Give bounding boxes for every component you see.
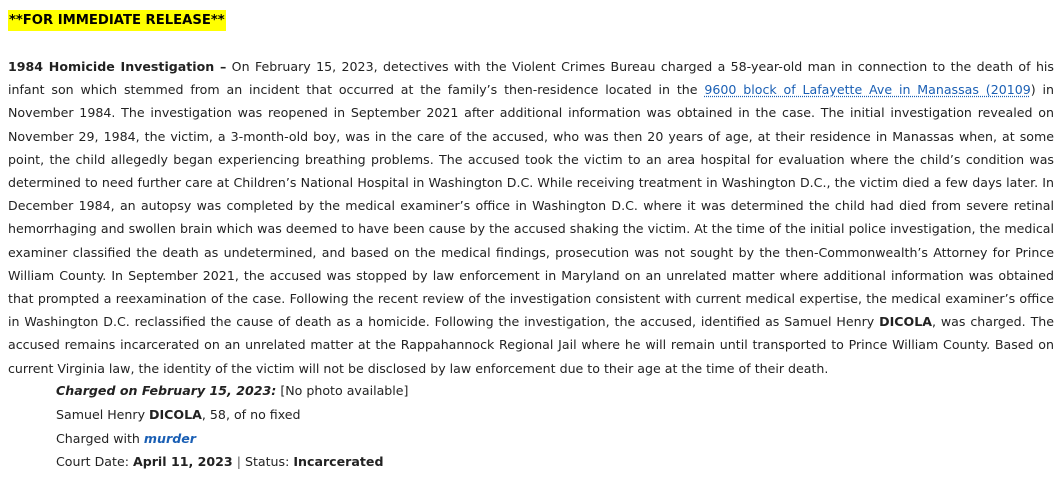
release-label: **FOR IMMEDIATE RELEASE** bbox=[8, 10, 226, 31]
charge-link[interactable]: murder bbox=[143, 430, 196, 446]
accused-name-line bbox=[56, 403, 408, 427]
separator: | bbox=[232, 454, 245, 470]
charge-prefix: Charged with bbox=[56, 430, 144, 446]
court-line bbox=[56, 450, 408, 474]
charged-heading: Charged on February 15, 2023: bbox=[56, 383, 277, 398]
status-value: Incarcerated bbox=[293, 454, 384, 470]
accused-name-suffix: , 58, of no fixed bbox=[201, 406, 301, 422]
article-headline: 1984 Homicide Investigation – bbox=[8, 59, 227, 74]
charged-heading-line bbox=[56, 379, 408, 403]
court-label: Court Date: bbox=[56, 454, 133, 470]
court-date: April 11, 2023 bbox=[132, 454, 233, 470]
status-label: Status: bbox=[244, 454, 294, 470]
photo-note: [No photo available] bbox=[276, 383, 409, 398]
article-text-part3: , was charged. The accused remains incarcerated on an unrelated matter at the Rappahannock Regional Jail where he will remain until transported to Prince William County. Based on current Virginia law, the identity of the victim will not be disclosed by law enforcement due to their age at the time of their death. bbox=[8, 314, 1054, 376]
accused-surname: DICOLA bbox=[879, 314, 932, 330]
accused-name-prefix: Samuel Henry bbox=[56, 406, 150, 422]
address-link[interactable]: 9600 block of Lafayette Ave in Manassas (20109 bbox=[704, 82, 1031, 98]
charge-line bbox=[56, 427, 408, 451]
charged-details bbox=[56, 379, 408, 474]
accused-name-surname: DICOLA bbox=[149, 406, 202, 422]
article-text-part1: On February 15, 2023, detectives with the Violent Crimes Bureau charged a 58-year-old man in connection to the death of his infant son which stemmed from an incident that occurred at the family’s then-residence located in the bbox=[8, 59, 1054, 98]
article-body bbox=[8, 55, 1054, 380]
article-text-part2: ) in November 1984. The investigation was reopened in September 2021 after additional information was obtained in the case. The initial investigation revealed on November 29, 1984, the victim, a 3-month-old boy, was in the care of the accused, who was then 20 years of age, at their residence in Manassas when, at some point, the child allegedly began experiencing breathing problems. The accused took the victim to an area hospital for evaluation where the child’s condition was determined to need further care at Children’s National Hospital in Washington D.C. While receiving treatment in Washington D.C., the victim died a few days later. In December 1984, an autopsy was completed by the medical examiner’s office in Washington D.C. where it was determined the child had died from severe retinal hemorrhaging and swollen brain which was deemed to have been cause by the accused shaking the victim. At the time of the initial police investigation, the medical examiner classified the death as undetermined, and based on the medical findings, prosecution was not sought by the then-Commonwealth’s Attorney for Prince William County. In September 2021, the accused was stopped by law enforcement in Maryland on an unrelated matter where additional information was obtained that prompted a reexamination of the case. Following the recent review of the investigation consistent with current medical expertise, the medical examiner’s office in Washington D.C. reclassified the cause of death as a homicide. Following the investigation, the accused, identified as Samuel Henry bbox=[8, 82, 1054, 330]
